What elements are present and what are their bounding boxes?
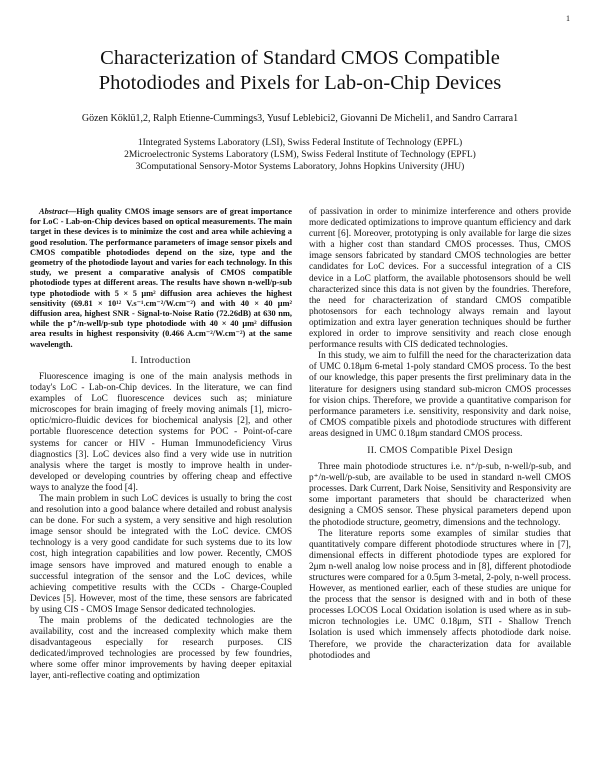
title-line-2: Photodiodes and Pixels for Lab-on-Chip Devices: [98, 72, 502, 94]
paragraph: Fluorescence imaging is one of the main analysis methods in today's LoC - Lab-on-Chip devices. In the literature, we can find examples of LoC fluorescence devices such as; miniature microscopes for brain imaging of freely moving animals [1], micro-optic/micro-fluidic devices for biochemical analysis [2], and other portable fluorescence detection systems for POC - Point-of-care systems for cancer or HIV - Human Immunodeficiency Virus diagnostics [3]. LoC devices also find a very wide use in nutrition analysis where the target is mostly to improve health in under-developed or developing countries by offering cheap and effective ways to analyze the food [4].: [30, 371, 292, 493]
author-list: Gözen Köklü1,2, Ralph Etienne-Cummings3, Yusuf Leblebici2, Giovanni De Micheli1, and Sandro Carrara1: [81, 113, 519, 124]
paper-title: [30, 46, 570, 96]
paragraph: The main problems of the dedicated technologies are the availability, cost and the increased complexity which make them disadvantageous especially for research purposes. CIS dedicated/improved technologies are processed by few foundries, where some offer minor improvements by having deeper epitaxial layer, anti-reflective coating and optimization: [30, 616, 292, 682]
paragraph: of passivation in order to minimize interference and others provide more dedicated optimizations to improve quantum efficiency and dark current [6]. Moreover, prototyping is only available for large die sizes with a higher cost than standard CMOS processes. Thus, CMOS image sensors fabricated by standard CMOS technologies are better candidates for LoC devices. For a successful integration of a CIS device in a LoC platform, the available photosensors should be well characterized since this data is not given by the foundries. Therefore, the need for characterization of standard CMOS compatible photosensors for each technology always remain and layout optimization and extra layer generation techniques should be further explored in order to improve sensitivity and reach close enough performance results with CIS dedicated technologies.: [309, 207, 571, 351]
paragraph: In this study, we aim to fulfill the need for the characterization data of UMC 0.18μm 6-metal 1-poly standard CMOS process. To the best of our knowledge, this paper presents the first preliminary data in the literature for designers using standard sub-micron CMOS processes for vision chips. Therefore, we provide a quantitative comparison for performance parameters i.e. sensitivity, responsivity and dark noise, of CMOS compatible pixels and photodiode structures with different areas designed in UMC 0.18μm standard CMOS process.: [309, 351, 571, 439]
paragraph: The literature reports some examples of similar studies that quantitatively compare different photodiode structures where in [7], dimensional effects in different photodiode types are explored for 2μm n-well analog low noise process and in [8], different photodiode structures were compared for a 0.5μm 3-metal, 2-poly, n-well process. However, as mentioned earlier, each of these studies are unique for the process that the sensor is designed with and in both of these processes LOCOS Local Oxidation isolation is used where as in sub-micron technologies i.e. UMC 0.18μm, STI - Shallow Trench Isolation is used which immensely affects photodiode dark noise. Therefore, we provide the characterization data for available photodiodes and: [309, 528, 571, 661]
section-heading-introduction: I. Introduction: [131, 355, 191, 366]
affiliation-1: 1Integrated Systems Laboratory (LSI), Swiss Federal Institute of Technology (EPFL): [137, 138, 463, 148]
abstract-label: Abstract: [39, 207, 68, 216]
affiliations: [30, 137, 570, 173]
title-line-1: Characterization of Standard CMOS Compatible: [100, 47, 500, 69]
abstract-text: —High quality CMOS image sensors are of great importance for LoC - Lab-on-Chip devices based on optical measurements. The main target in these devices is to minimize the cost and area while achieving a good resolution. The performance parameters of image sensor pixels and CMOS compatible photodiodes depend on the size, type and the geometry of the photodiode layout and varies for each technology. In this study, we present a comparative analysis of CMOS compatible photodiode types at different areas. The results have shown n-well/p-sub type photodiode with 5 × 5 μm² diffusion area achieves the highest sensitivity (69.81 × 10¹² V.s⁻¹.cm⁻²/W.cm⁻²) and with 40 × 40 μm² diffusion area, highest SNR - Signal-to-Noise Ratio (72.26dB) at 630 nm, while the p⁺/n-well/p-sub type photodiode with 40 × 40 μm² diffusion area results in highest responsivity (0.466 A.cm⁻²/W.cm⁻²) at the same wavelength.: [30, 207, 292, 349]
abstract: [30, 207, 292, 350]
affiliation-3: 3Computational Sensory-Motor Systems Laboratory, Johns Hopkins University (JHU): [135, 162, 465, 172]
paragraph: Three main photodiode structures i.e. n⁺/p-sub, n-well/p-sub, and p⁺/n-well/p-sub, are available to be used in standard n-well CMOS processes. Dark Current, Dark Noise, Sensitivity and Responsivity are some important parameters that should be characterized when designing a CMOS sensor. These physical parameters depend upon the photodiode structure, geometry, dimensions and the technology.: [309, 462, 571, 528]
paragraph: The main problem in such LoC devices is usually to bring the cost and resolution into a good balance where detailed and robust analysis can be done. For such a system, a very sensitive and high resolution image sensor should be integrated with the LoC device. CMOS technology is a very good candidate for such systems due to its low cost, high integration capabilities and low power. Recently, CMOS image sensors have improved and matured enough to enable a successful integration of the sensor and the LoC devices, while achieving competitive results with the CCDs - Charge-Coupled Devices [5]. However, most of the time, these sensors are fabricated by using CIS - CMOS Image Sensor dedicated technologies.: [30, 493, 292, 615]
section-heading-pixel-design: II. CMOS Compatible Pixel Design: [367, 445, 513, 456]
left-column: [30, 207, 292, 773]
page-number: 1: [566, 14, 570, 23]
affiliation-2: 2Microelectronic Systems Laboratory (LSM), Swiss Federal Institute of Technology (EPFL): [124, 150, 476, 160]
right-column: [309, 207, 571, 773]
